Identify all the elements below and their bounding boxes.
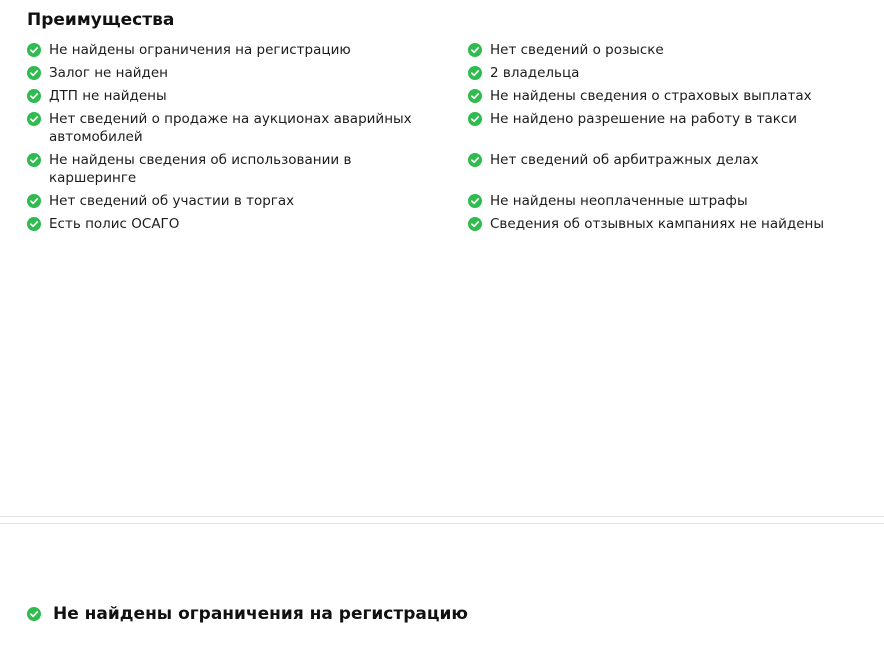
list-item-label: Нет сведений о продаже на аукционах аварийных автомобилей bbox=[49, 111, 412, 145]
list-item-label: Не найдены ограничения на регистрацию bbox=[49, 42, 351, 58]
list-item bbox=[468, 64, 878, 82]
list-item bbox=[27, 192, 468, 210]
list-item bbox=[27, 151, 468, 187]
detail-section bbox=[27, 603, 468, 625]
check-circle-icon bbox=[468, 194, 482, 208]
list-item bbox=[468, 192, 878, 210]
list-item-label: Не найдены сведения об использовании в каршеринге bbox=[49, 152, 352, 186]
check-circle-icon bbox=[27, 112, 41, 126]
section-divider bbox=[0, 523, 884, 524]
list-item-label: Не найдены неоплаченные штрафы bbox=[490, 193, 748, 209]
advantages-list bbox=[27, 41, 877, 233]
check-circle-icon bbox=[468, 43, 482, 57]
list-item bbox=[27, 41, 468, 59]
list-item-label: 2 владельца bbox=[490, 65, 580, 81]
list-item bbox=[468, 215, 878, 233]
check-circle-icon bbox=[27, 89, 41, 103]
list-item bbox=[468, 151, 878, 187]
check-circle-icon bbox=[27, 66, 41, 80]
list-item-label: Нет сведений о розыске bbox=[490, 42, 664, 58]
list-item bbox=[27, 110, 468, 146]
list-item-label: Нет сведений об арбитражных делах bbox=[490, 152, 759, 168]
check-circle-icon bbox=[27, 194, 41, 208]
list-item bbox=[27, 215, 468, 233]
list-item-label: ДТП не найдены bbox=[49, 88, 167, 104]
check-circle-icon bbox=[468, 112, 482, 126]
check-circle-icon bbox=[27, 607, 41, 621]
list-item-label: Не найдено разрешение на работу в такси bbox=[490, 111, 798, 127]
list-item bbox=[468, 87, 878, 105]
check-circle-icon bbox=[468, 217, 482, 231]
advantages-section bbox=[27, 0, 877, 233]
list-item-label: Нет сведений об участии в торгах bbox=[49, 193, 295, 209]
check-circle-icon bbox=[468, 66, 482, 80]
check-circle-icon bbox=[27, 43, 41, 57]
check-circle-icon bbox=[468, 89, 482, 103]
list-item-label: Не найдены сведения о страховых выплатах bbox=[490, 88, 812, 104]
detail-title: Не найдены ограничения на регистрацию bbox=[53, 604, 468, 624]
list-item bbox=[27, 87, 468, 105]
check-circle-icon bbox=[27, 153, 41, 167]
list-item bbox=[27, 64, 468, 82]
check-circle-icon bbox=[27, 217, 41, 231]
list-item bbox=[468, 41, 878, 59]
section-divider bbox=[0, 516, 884, 517]
check-circle-icon bbox=[468, 153, 482, 167]
advantages-title: Преимущества bbox=[27, 10, 175, 30]
list-item-label: Есть полис ОСАГО bbox=[49, 216, 180, 232]
list-item-label: Сведения об отзывных кампаниях не найдены bbox=[490, 216, 825, 232]
list-item bbox=[468, 110, 878, 146]
list-item-label: Залог не найден bbox=[49, 65, 168, 81]
